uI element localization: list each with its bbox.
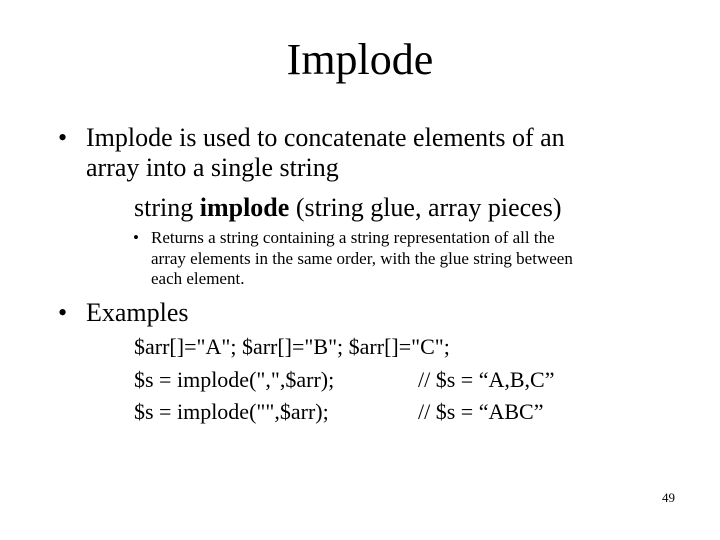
example-code-line: $arr[]="A"; $arr[]="B"; $arr[]="C"; — [134, 334, 450, 359]
signature-function-name: implode — [199, 193, 290, 222]
bullet-implode-description — [58, 123, 698, 183]
slide-title: Implode — [286, 35, 434, 84]
signature-prefix: string — [134, 193, 200, 222]
sub-bullet-text-line: each element. — [151, 269, 245, 288]
bullet-text-line: Examples — [86, 298, 189, 327]
bullet-text-line: Implode is used to concatenate elements of an — [86, 123, 565, 152]
example-comment: // $s = “A,B,C” — [418, 367, 555, 392]
page-number: 49 — [662, 490, 675, 505]
example-code-line: $s = implode("",$arr); — [134, 399, 329, 424]
sub-bullet-text-line: array elements in the same order, with the glue string between — [151, 248, 573, 268]
function-signature — [134, 193, 561, 223]
sub-bullet-text-line: Returns a string containing a string representation of all the — [151, 228, 555, 247]
signature-suffix: (string glue, array pieces) — [289, 193, 562, 222]
bullet-point-icon: • — [58, 298, 68, 327]
bullet-point-icon: • — [58, 123, 68, 152]
bullet-text-line: array into a single string — [86, 153, 339, 182]
bullet-examples — [58, 298, 458, 328]
example-comment: // $s = “ABC” — [418, 399, 544, 424]
sub-bullet-point-icon: • — [133, 228, 139, 247]
example-code-line: $s = implode(",",$arr); — [134, 367, 335, 392]
